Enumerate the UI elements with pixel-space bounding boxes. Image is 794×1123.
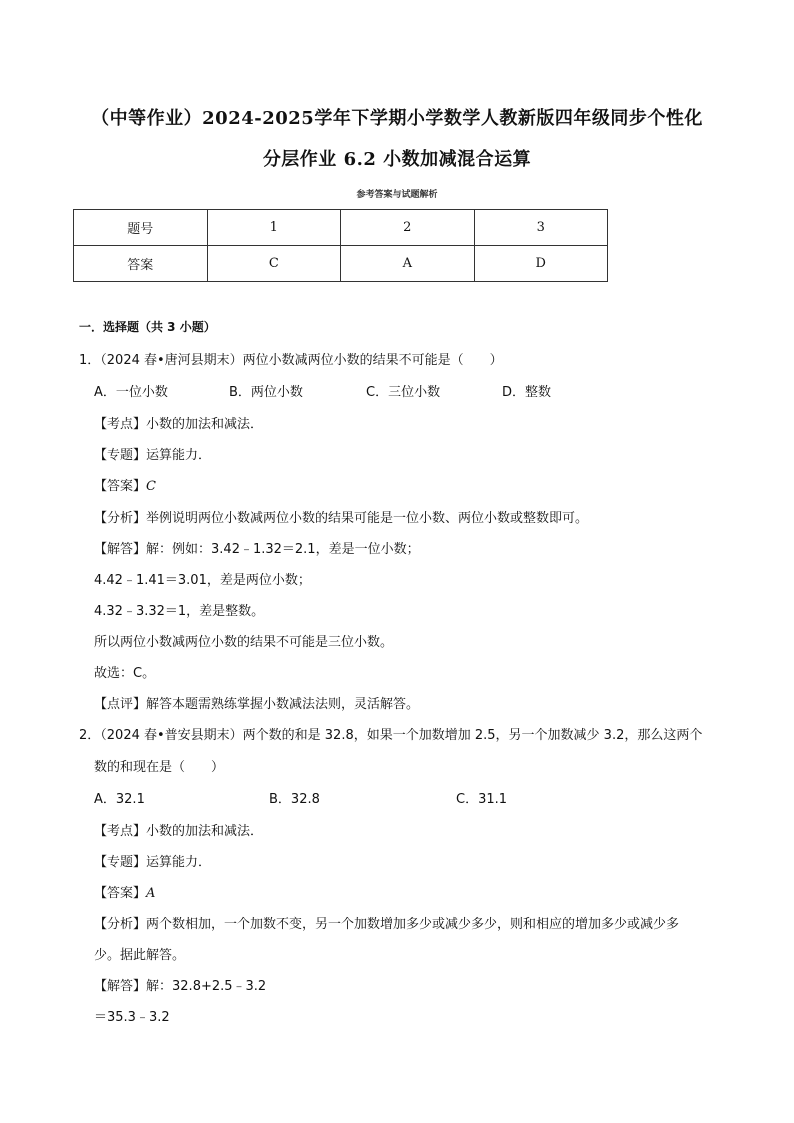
document-subtitle: 参考答案与试题解析 (356, 190, 438, 200)
document-title-line-2: 分层作业 6.2 小数加减混合运算 (262, 149, 532, 170)
table-cell: 答案 (74, 246, 208, 282)
kaodian-tag: 【考点】 (94, 824, 147, 839)
answer-table-header-row (74, 210, 608, 246)
q2-jieda (94, 975, 266, 994)
zhuanti-text: 运算能力． (146, 448, 212, 463)
q1-solution-line-3: 4.32﹣3.32＝1，差是整数。 (94, 604, 265, 619)
q1-solution-line-2: 4.42﹣1.41＝3.01，差是两位小数； (94, 573, 311, 588)
daan-tag: 【答案】 (94, 479, 147, 494)
q1-daan (94, 475, 156, 494)
q1-solution-line-4: 所以两位小数减两位小数的结果不可能是三位小数。 (94, 635, 394, 650)
q2-fenxi (94, 913, 679, 932)
zhuanti-tag: 【专题】 (94, 855, 147, 870)
q1-option-a: A．一位小数 (94, 385, 168, 400)
dianping-text: 解答本题需熟练掌握小数减法法则，灵活解答。 (146, 697, 420, 712)
table-cell: C (207, 246, 340, 282)
fenxi-tag: 【分析】 (94, 511, 147, 526)
answer-table-answer-row (74, 246, 608, 282)
fenxi-tag: 【分析】 (94, 917, 147, 932)
q1-solution-line-5: 故选：C。 (94, 666, 156, 681)
fenxi-text: 举例说明两位小数减两位小数的结果可能是一位小数、两位小数或整数即可。 (146, 511, 589, 526)
q1-option-c: C．三位小数 (366, 385, 441, 400)
document-title-line-1: （中等作业）2024-2025学年下学期小学数学人教新版四年级同步个性化 (91, 108, 703, 129)
q2-stem-line-2: 数的和现在是（ ） (94, 760, 225, 775)
q2-option-b: B．32.8 (269, 792, 320, 807)
q2-fenxi-line-2: 少。据此解答。 (94, 948, 186, 963)
table-cell: 1 (207, 210, 340, 246)
q1-dianping (94, 693, 419, 712)
table-cell: A (341, 246, 474, 282)
q1-zhuanti (94, 444, 211, 463)
fenxi-text: 两个数相加，一个加数不变，另一个加数增加多少或减少多少，则和相应的增加多少或减少多 (146, 917, 680, 932)
q2-zhuanti (94, 851, 211, 870)
answer-table (73, 209, 608, 282)
q2-daan (94, 882, 155, 901)
q1-kaodian (94, 413, 263, 432)
kaodian-text: 小数的加法和减法． (146, 824, 264, 839)
daan-text: C (146, 479, 156, 494)
q2-kaodian (94, 820, 263, 839)
jieda-tag: 【解答】 (94, 542, 147, 557)
q1-fenxi (94, 507, 588, 526)
q2-option-c: C．31.1 (456, 792, 508, 807)
kaodian-text: 小数的加法和减法． (146, 417, 264, 432)
table-cell: 3 (474, 210, 608, 246)
zhuanti-tag: 【专题】 (94, 448, 147, 463)
q1-jieda (94, 538, 420, 557)
q1-option-d: D．整数 (502, 385, 552, 400)
q2-solution-line-2: ＝35.3﹣3.2 (94, 1010, 170, 1025)
q1-stem: 1．（2024 春•唐河县期末）两位小数减两位小数的结果不可能是（ ） (79, 353, 503, 368)
jieda-tag: 【解答】 (94, 979, 147, 994)
q1-option-b: B．两位小数 (229, 385, 303, 400)
dianping-tag: 【点评】 (94, 697, 147, 712)
jieda-text: 解：例如：3.42﹣1.32＝2.1，差是一位小数； (146, 542, 420, 557)
table-cell: D (474, 246, 608, 282)
table-cell: 题号 (74, 210, 208, 246)
q2-stem-line-1: 2．（2024 春•普安县期末）两个数的和是 32.8，如果一个加数增加 2.5，另一个加数减少 3.2，那么这两个 (79, 728, 703, 743)
daan-tag: 【答案】 (94, 886, 147, 901)
kaodian-tag: 【考点】 (94, 417, 147, 432)
table-cell: 2 (341, 210, 474, 246)
jieda-text: 解：32.8+2.5﹣3.2 (146, 979, 267, 994)
q2-option-a: A．32.1 (94, 792, 145, 807)
section-heading: 一．选择题（共 3 小题） (79, 320, 216, 334)
zhuanti-text: 运算能力． (146, 855, 212, 870)
daan-text: A (146, 886, 156, 901)
